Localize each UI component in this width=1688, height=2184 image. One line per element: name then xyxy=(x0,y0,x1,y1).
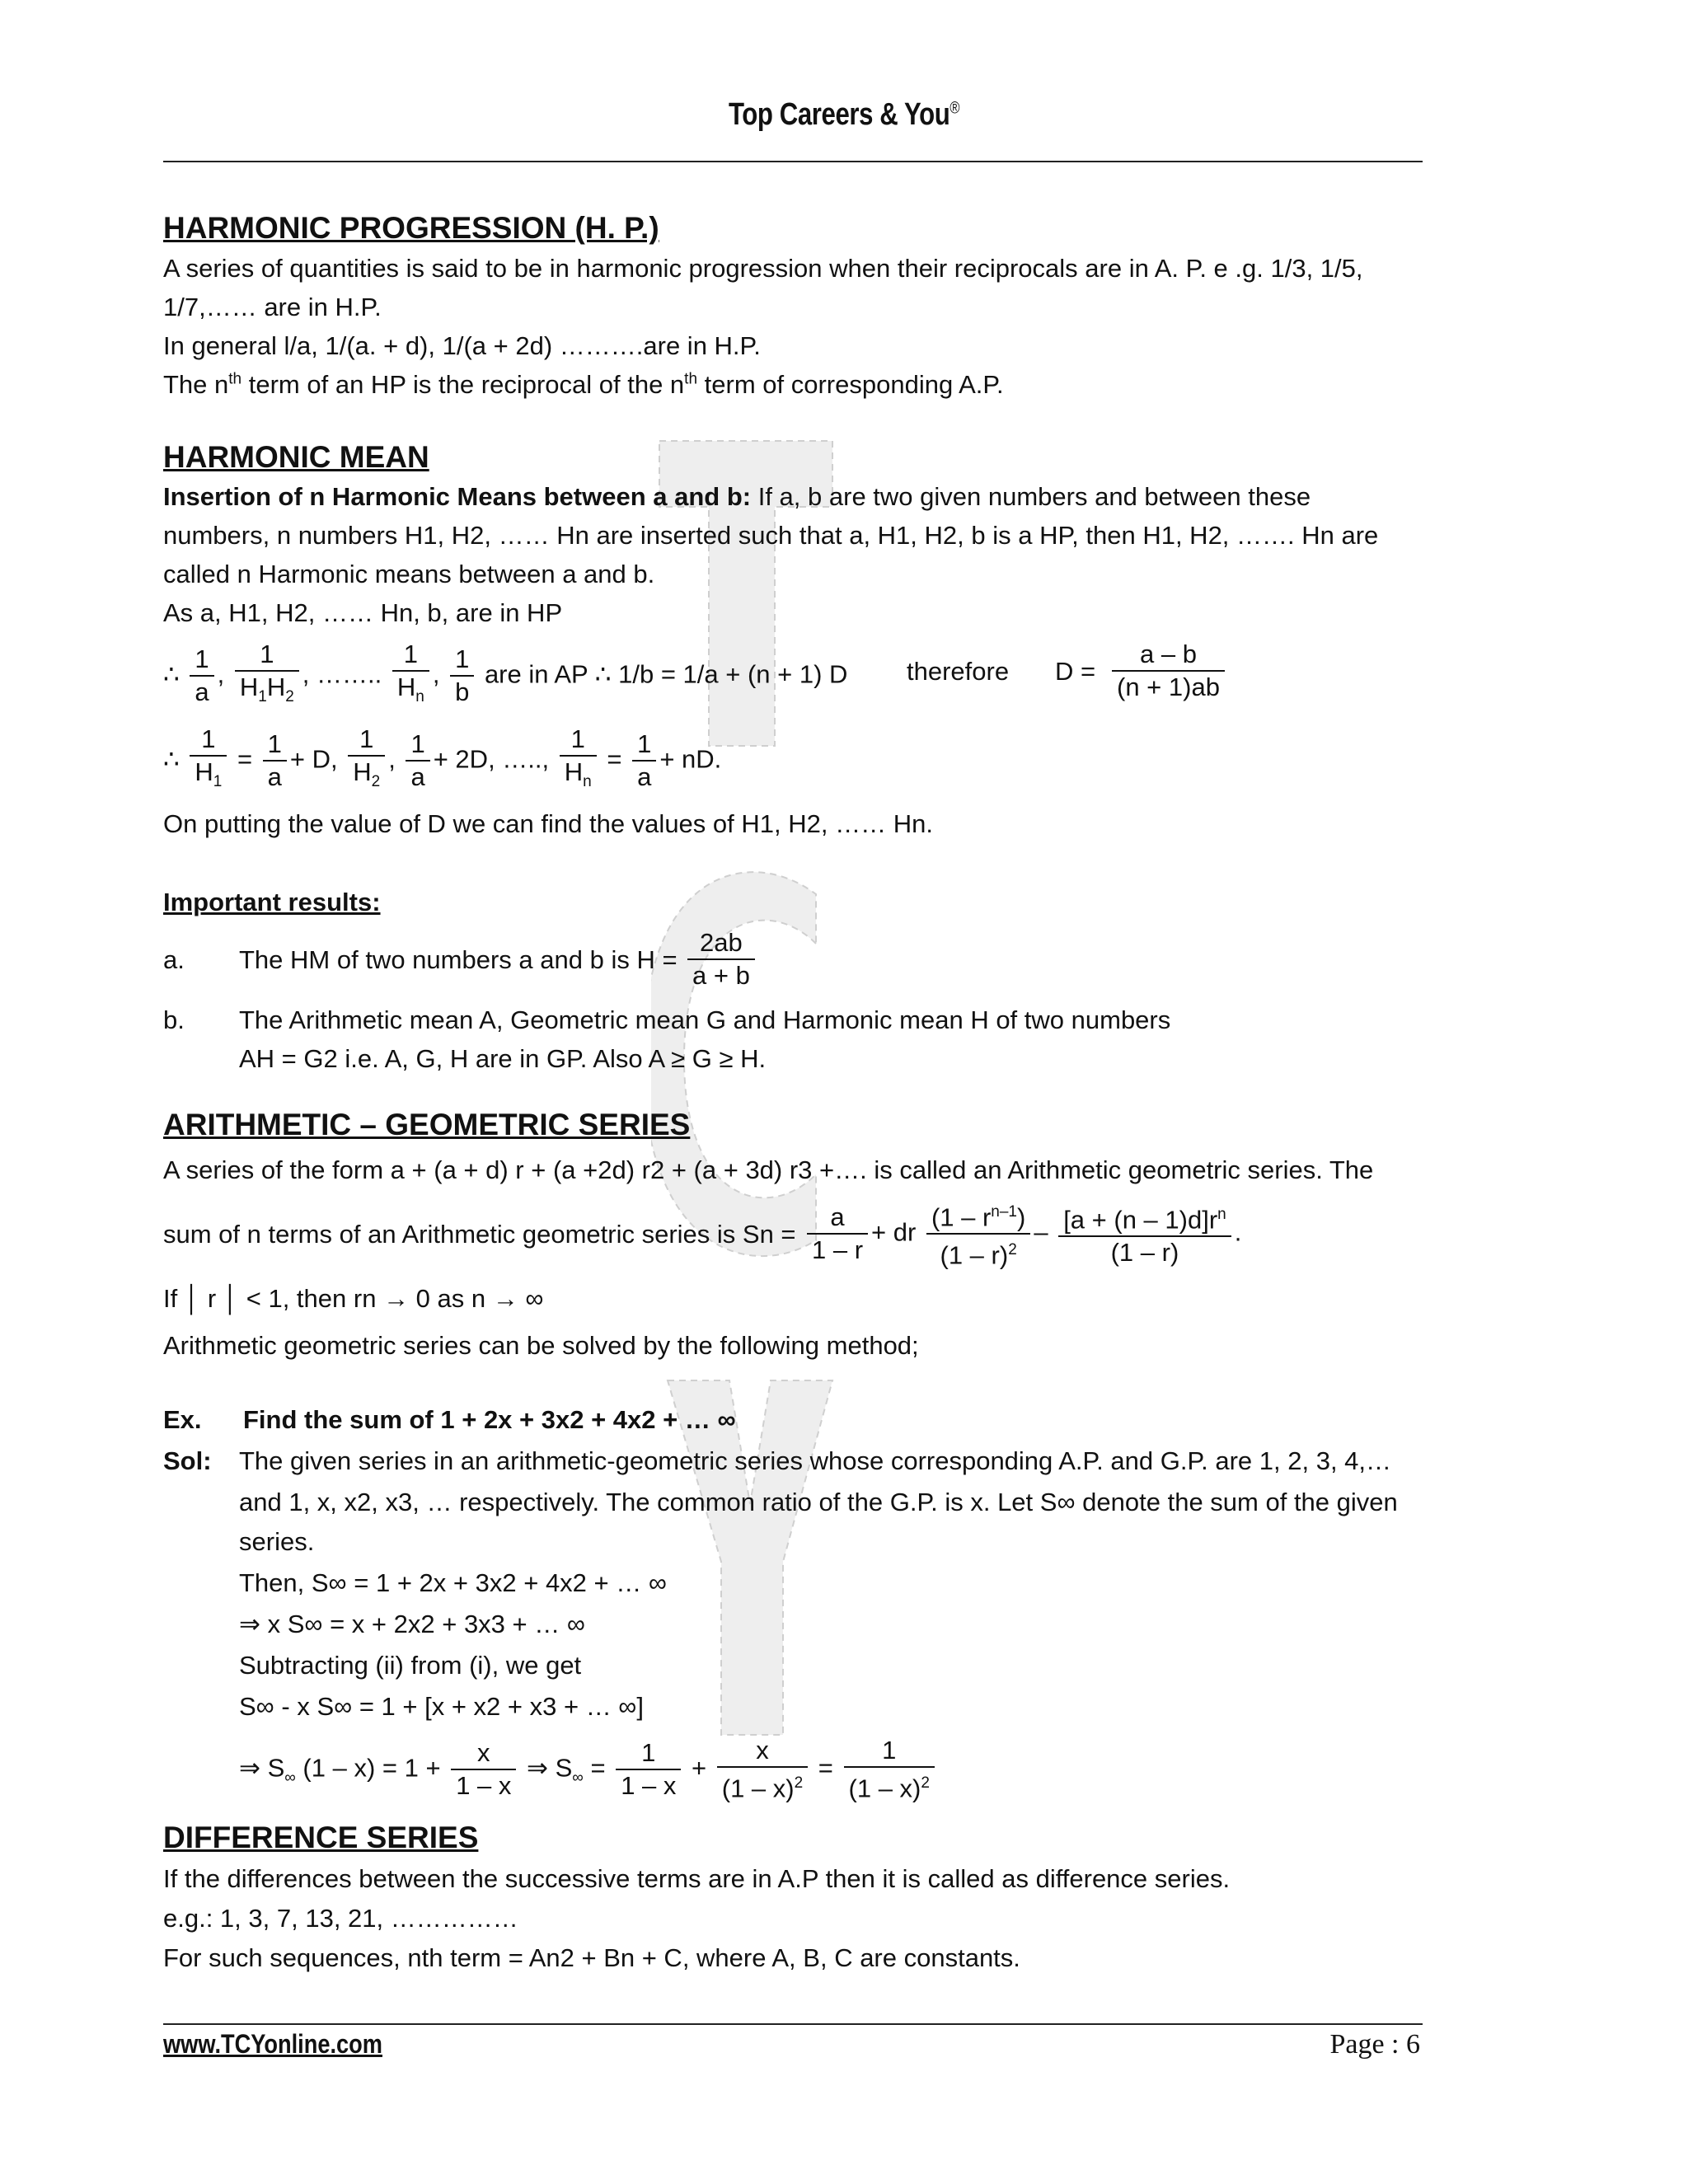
footer-website-link[interactable]: www.TCYonline.com xyxy=(163,2029,382,2059)
hp-para-2: 1/7,…… are in H.P. xyxy=(163,293,382,321)
hp-para-4: The $n^{th}$ term of an HP is the reciprocal of the $n^{th}$ term of corresponding A.P. xyxy=(163,370,1004,399)
solution-line-8: ⇒ $S_\infty$ (1 – x) = 1 + $\frac{x}{1 - x}$ ⇒ $S_\infty$ = $\frac{1}{1 - x}$ + $\frac{x}{(1 - x)^2}$ = $\frac{1}{(1 - x)^2}$ xyxy=(239,1735,938,1804)
tcy-watermark xyxy=(651,433,849,1751)
page-number: Page : 6 xyxy=(1329,2029,1420,2060)
ags-para-2: sum of n terms of an Arithmetic geometric series is Sn = xyxy=(163,1220,796,1249)
solution-line-5: ⇒ x S∞ = x + 2x2 + 3x3 + … ∞ xyxy=(239,1610,585,1638)
hp-para-1: A series of quantities is said to be in harmonic progression when their reciprocals are in A. P. e .g. 1/3, 1/5, xyxy=(163,254,1363,283)
hm-para-4: As a, H1, H2, …… Hn, b, are in HP xyxy=(163,598,563,627)
example-label: Ex. xyxy=(163,1405,202,1434)
hm-para-5: On putting the value of D we can find the values of H1, H2, …… Hn. xyxy=(163,809,933,838)
hm-therefore: therefore xyxy=(907,657,1010,686)
diff-para-2: e.g.: 1, 3, 7, 13, 21, …………… xyxy=(163,1904,518,1933)
result-a-label: a. xyxy=(163,945,185,974)
example-text: Find the sum of 1 + 2x + 3x2 + 4x2 + … ∞ xyxy=(243,1405,736,1434)
ags-para-3: If │ r │ < 1, then rn → 0 as n → ∞ xyxy=(163,1284,544,1313)
heading-harmonic-mean: HARMONIC MEAN xyxy=(163,440,429,474)
hp-para-3: In general l/a, 1/(a. + d), 1/(a + 2d) ……….are in H.P. xyxy=(163,331,761,360)
solution-line-2: and 1, x, x2, x3, … respectively. The common ratio of the G.P. is x. Let S∞ denote the sum of the given xyxy=(239,1488,1398,1516)
result-a-fraction: $\frac{2ab}{a + b}$ xyxy=(687,927,755,991)
header-rule xyxy=(163,161,1423,162)
footer-rule xyxy=(163,2023,1423,2025)
result-b-text-1: The Arithmetic mean A, Geometric mean G and Harmonic mean H of two numbers xyxy=(239,1005,1171,1034)
heading-difference-series: DIFFERENCE SERIES xyxy=(163,1821,479,1854)
heading-important-results: Important results: xyxy=(163,888,381,916)
header-title: Top Careers & You® xyxy=(728,97,960,132)
diff-para-1: If the differences between the successive terms are in A.P then it is called as difference series. xyxy=(163,1864,1231,1893)
solution-line-1: The given series in an arithmetic-geometric series whose corresponding A.P. and G.P. are 1, 2, 3, 4,… xyxy=(239,1446,1392,1475)
diff-para-3: For such sequences, nth term = An2 + Bn + C, where A, B, C are constants. xyxy=(163,1943,1020,1972)
solution-line-6: Subtracting (ii) from (i), we get xyxy=(239,1651,582,1680)
result-b-text-2: AH = G2 i.e. A, G, H are in GP. Also A ≥ G ≥ H. xyxy=(239,1044,767,1073)
solution-line-3: series. xyxy=(239,1527,315,1556)
hm-para-2: numbers, n numbers H1, H2, …… Hn are inserted such that a, H1, H2, b is a HP, then H1, H2, ……. Hn are xyxy=(163,521,1379,550)
ags-sum-formula: $\frac{a}{1 - r}$ + dr $\frac{(1 - r^{n-1})}{(1 - r)^2}$ – $\frac{[a + (n - 1)d]r^n}{(1 - r)}$ . xyxy=(804,1197,1241,1272)
solution-label: Sol: xyxy=(163,1446,212,1475)
result-a-text: The HM of two numbers a and b is H = xyxy=(239,945,678,974)
hm-para-1: Insertion of n Harmonic Means between a and b: If a, b are two given numbers and between these xyxy=(163,482,1311,511)
hm-equation-1: ∴ $\frac{1}{a}$ , $\frac{1}{H_1H_2}$ , …….. $\frac{1}{H_n}$ , $\frac{1}{b}$ are in AP ∴ 1/b = 1/a + (n + 1) D xyxy=(163,640,848,707)
ags-para-4: Arithmetic geometric series can be solved by the following method; xyxy=(163,1331,919,1360)
hm-d-equals: D = xyxy=(1055,657,1096,686)
heading-arithmetic-geometric-series: ARITHMETIC – GEOMETRIC SERIES xyxy=(163,1108,691,1141)
solution-line-4: Then, S∞ = 1 + 2x + 3x2 + 4x2 + … ∞ xyxy=(239,1568,667,1597)
ags-para-1: A series of the form a + (a + d) r + (a +2d) r2 + (a + 3d) r3 +…. is called an Arithmetic geometric series. The xyxy=(163,1155,1374,1184)
result-b-label: b. xyxy=(163,1005,185,1034)
hm-d-fraction: $\frac{a - b}{(n + 1)ab}$ xyxy=(1112,639,1225,703)
hm-para-3: called n Harmonic means between a and b. xyxy=(163,560,655,588)
heading-harmonic-progression: HARMONIC PROGRESSION (H. P.) xyxy=(163,211,659,245)
hm-equation-2: ∴ $\frac{1}{H_1}$ = $\frac{1}{a}$ + D, $\frac{1}{H_2}$ , $\frac{1}{a}$ + 2D, ….., $\frac{1}{H_n}$ = $\frac{1}{a}$ + nD. xyxy=(163,724,722,792)
solution-line-7: S∞ - x S∞ = 1 + [x + x2 + x3 + … ∞] xyxy=(239,1692,645,1721)
